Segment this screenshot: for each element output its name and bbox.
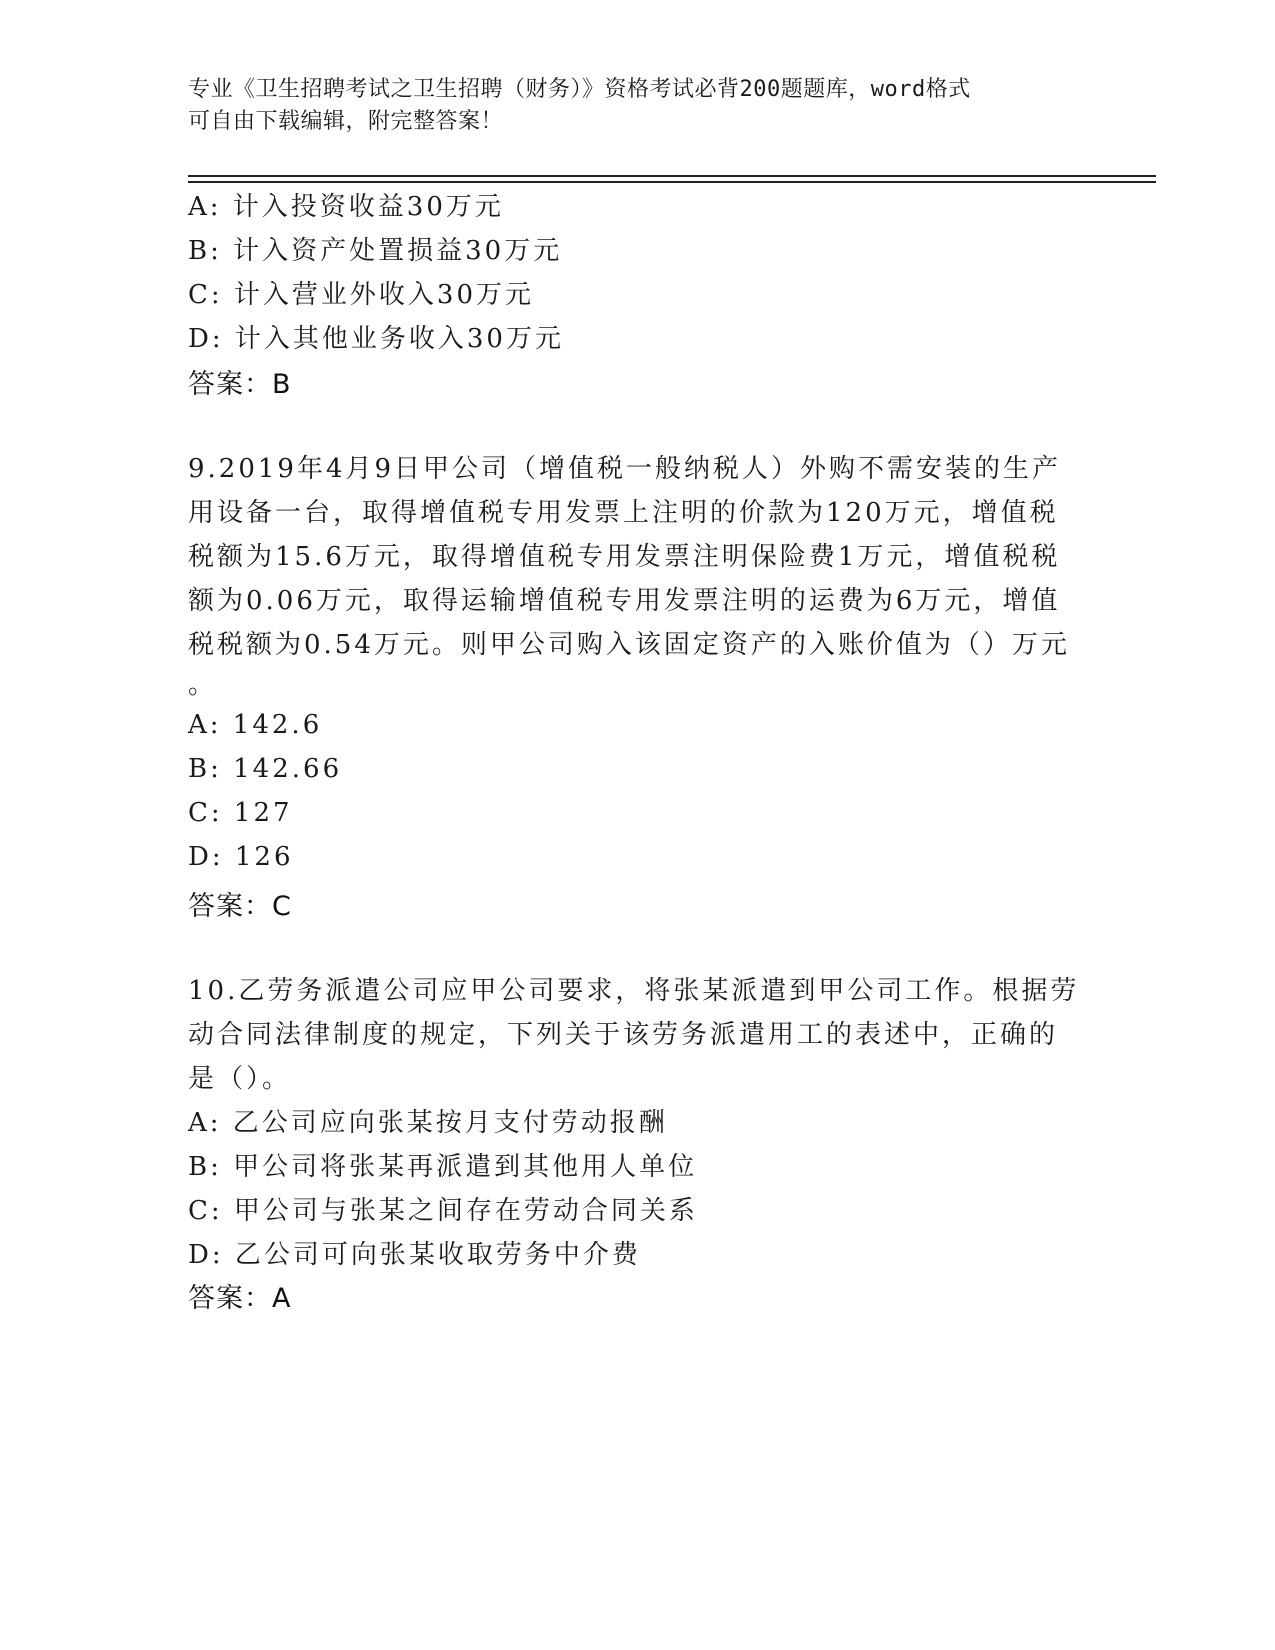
q8-option-b: B: 计入资产处置损益30万元 <box>188 236 563 266</box>
q9-option-a: A: 142.6 <box>188 710 323 740</box>
header-line-2: 可自由下载编辑，附完整答案！ <box>188 109 504 134</box>
q10-stem-line-1: 10.乙劳务派遣公司应甲公司要求，将张某派遣到甲公司工作。根据劳 <box>188 976 1080 1006</box>
q10-answer: 答案：A <box>188 1283 292 1314</box>
q9-answer: 答案：C <box>188 891 292 922</box>
q9-option-d: D: 126 <box>188 842 294 872</box>
q10-option-a: A: 乙公司应向张某按月支付劳动报酬 <box>188 1108 668 1138</box>
header-divider-top <box>188 175 1156 177</box>
q9-stem-line-6: 。 <box>188 670 218 700</box>
header-divider-bottom <box>188 181 1156 183</box>
header-line-1: 专业《卫生招聘考试之卫生招聘（财务）》资格考试必背200题题库，word格式 <box>188 77 971 102</box>
q9-stem-line-2: 用设备一台，取得增值税专用发票上注明的价款为120万元，增值税 <box>188 498 1059 528</box>
q9-stem-line-3: 税额为15.6万元，取得增值税专用发票注明保险费1万元，增值税税 <box>188 542 1061 572</box>
q9-stem-line-4: 额为0.06万元，取得运输增值税专用发票注明的运费为6万元，增值 <box>188 586 1061 616</box>
q9-stem-line-1: 9.2019年4月9日甲公司（增值税一般纳税人）外购不需安装的生产 <box>188 454 1062 484</box>
q8-option-c: C: 计入营业外收入30万元 <box>188 280 535 310</box>
q9-option-b: B: 142.66 <box>188 754 343 784</box>
q8-option-d: D: 计入其他业务收入30万元 <box>188 324 564 354</box>
q10-option-c: C: 甲公司与张某之间存在劳动合同关系 <box>188 1196 698 1226</box>
q9-stem-line-5: 税税额为0.54万元。则甲公司购入该固定资产的入账价值为（）万元 <box>188 630 1070 660</box>
document-header <box>188 74 1068 138</box>
q10-option-b: B: 甲公司将张某再派遣到其他用人单位 <box>188 1152 698 1182</box>
q10-option-d: D: 乙公司可向张某收取劳务中介费 <box>188 1240 641 1270</box>
q10-stem-line-3: 是（）。 <box>188 1064 292 1094</box>
q10-stem-line-2: 动合同法律制度的规定，下列关于该劳务派遣用工的表述中，正确的 <box>188 1020 1059 1050</box>
q8-answer: 答案：B <box>188 369 292 400</box>
q8-option-a: A: 计入投资收益30万元 <box>188 192 504 222</box>
q9-option-c: C: 127 <box>188 798 293 828</box>
